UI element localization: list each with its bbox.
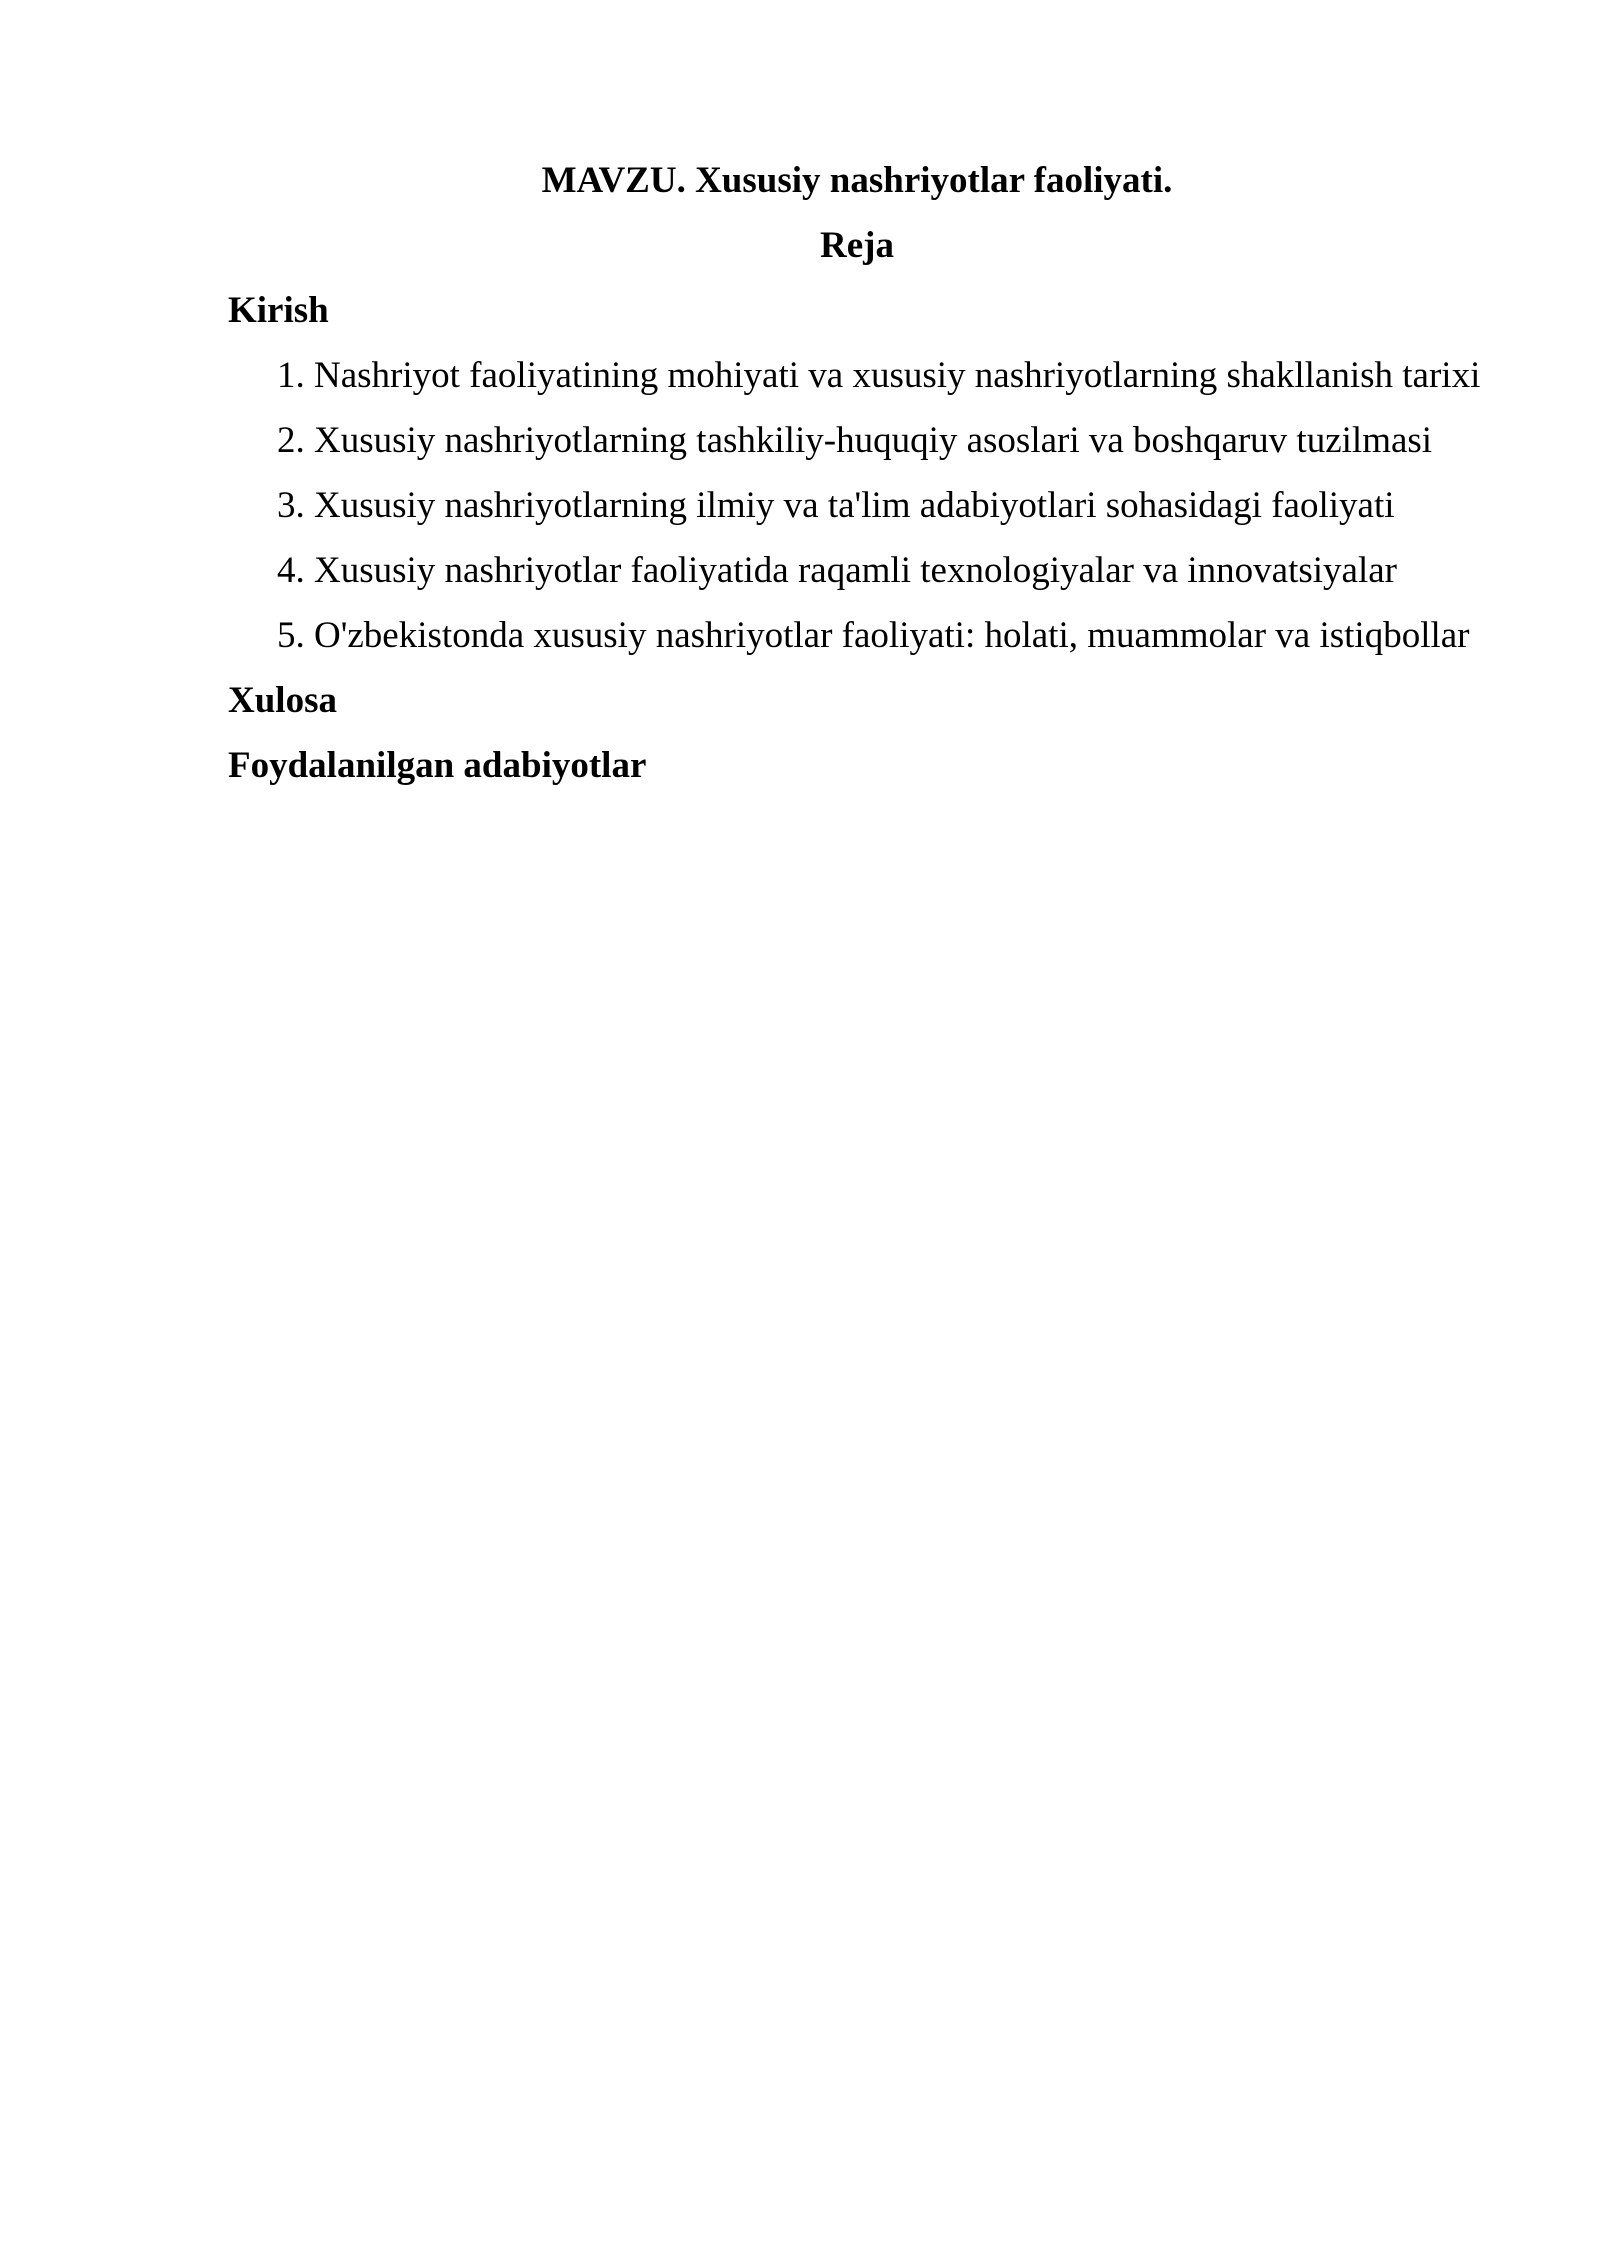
plan-item: 3. Xususiy nashriyotlarning ilmiy va ta'lim adabiyotlari sohasidagi faoliyati <box>277 485 1395 526</box>
plan-item: 5. O'zbekistonda xususiy nashriyotlar faoliyati: holati, muammolar va istiqbollar <box>277 615 1470 656</box>
plan-item: 2. Xususiy nashriyotlarning tashkiliy-huquqiy asoslari va boshqaruv tuzilmasi <box>277 420 1433 461</box>
plan-item: 1. Nashriyot faoliyatining mohiyati va xususiy nashriyotlarning shakllanish tarixi <box>277 355 1481 396</box>
section-references: Foydalanilgan adabiyotlar <box>228 745 647 786</box>
document-body <box>228 148 1486 798</box>
page-title: MAVZU. Xususiy nashriyotlar faoliyati. <box>541 160 1173 201</box>
plan-list <box>228 343 1486 668</box>
section-conclusion: Xulosa <box>228 680 337 721</box>
plan-item: 4. Xususiy nashriyotlar faoliyatida raqamli texnologiyalar va innovatsiyalar <box>277 550 1397 591</box>
section-intro: Kirish <box>228 290 329 331</box>
plan-heading: Reja <box>820 225 894 266</box>
